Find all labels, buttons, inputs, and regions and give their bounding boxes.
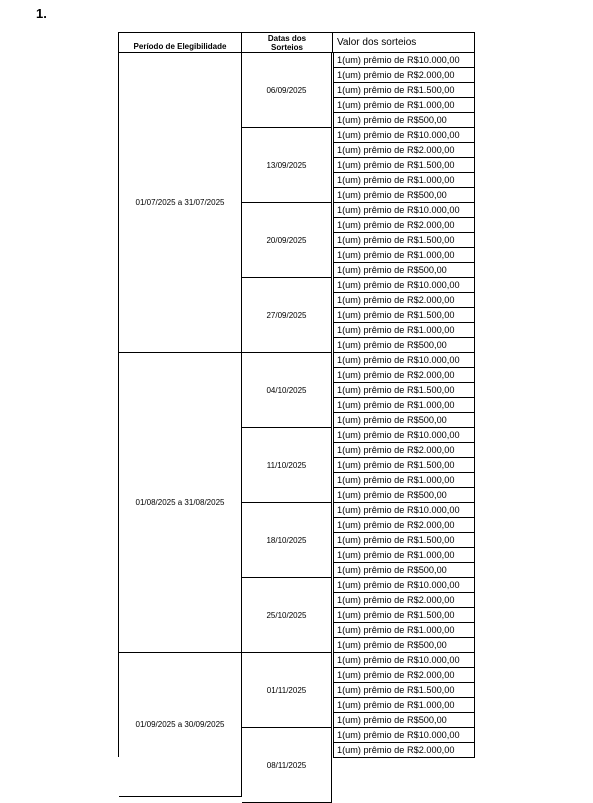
prize-value: 1(um) prêmio de R$1.500,00: [333, 533, 475, 548]
prize-value: 1(um) prêmio de R$10.000,00: [333, 278, 475, 293]
prize-value: 1(um) prêmio de R$1.000,00: [333, 473, 475, 488]
draw-date: 20/09/2025: [242, 203, 332, 278]
prize-value: 1(um) prêmio de R$500,00: [333, 638, 475, 653]
prize-value: 1(um) prêmio de R$1.000,00: [333, 398, 475, 413]
eligibility-period: 01/07/2025 a 31/07/2025: [119, 53, 242, 353]
prize-value: 1(um) prêmio de R$2.000,00: [333, 218, 475, 233]
prize-value: 1(um) prêmio de R$10.000,00: [333, 203, 475, 218]
header-dates: [242, 33, 333, 53]
prize-value: 1(um) prêmio de R$10.000,00: [333, 503, 475, 518]
prize-value: 1(um) prêmio de R$2.000,00: [333, 368, 475, 383]
eligibility-period: 01/09/2025 a 30/09/2025: [119, 653, 242, 797]
prize-value: 1(um) prêmio de R$1.500,00: [333, 233, 475, 248]
prize-value: 1(um) prêmio de R$1.000,00: [333, 698, 475, 713]
prize-value: 1(um) prêmio de R$500,00: [333, 563, 475, 578]
prize-value: 1(um) prêmio de R$2.000,00: [333, 518, 475, 533]
prize-value: 1(um) prêmio de R$10.000,00: [333, 353, 475, 368]
prize-value: 1(um) prêmio de R$2.000,00: [333, 593, 475, 608]
prize-value: 1(um) prêmio de R$10.000,00: [333, 53, 475, 68]
draw-date: 11/10/2025: [242, 428, 332, 503]
prize-value: 1(um) prêmio de R$1.500,00: [333, 158, 475, 173]
prize-value: 1(um) prêmio de R$10.000,00: [333, 728, 475, 743]
draw-date: 13/09/2025: [242, 128, 332, 203]
prize-value: 1(um) prêmio de R$1.500,00: [333, 83, 475, 98]
prize-value: 1(um) prêmio de R$10.000,00: [333, 653, 475, 668]
eligibility-period: 01/08/2025 a 31/08/2025: [119, 353, 242, 653]
draw-date: 25/10/2025: [242, 578, 332, 653]
prize-value: 1(um) prêmio de R$500,00: [333, 188, 475, 203]
prize-value: 1(um) prêmio de R$1.500,00: [333, 458, 475, 473]
prize-value: 1(um) prêmio de R$1.000,00: [333, 323, 475, 338]
prize-value: 1(um) prêmio de R$1.500,00: [333, 308, 475, 323]
prize-value: 1(um) prêmio de R$2.000,00: [333, 68, 475, 83]
prize-value: 1(um) prêmio de R$1.500,00: [333, 608, 475, 623]
prize-value: 1(um) prêmio de R$10.000,00: [333, 578, 475, 593]
prize-value: 1(um) prêmio de R$1.500,00: [333, 383, 475, 398]
header-dates-line2: Sorteios: [270, 42, 303, 52]
prize-value: 1(um) prêmio de R$2.000,00: [333, 668, 475, 683]
prize-table: [118, 32, 475, 770]
prize-value: 1(um) prêmio de R$10.000,00: [333, 128, 475, 143]
draw-date: 27/09/2025: [242, 278, 332, 353]
header-period: Período de Elegibilidade: [119, 33, 242, 53]
prize-value: 1(um) prêmio de R$500,00: [333, 113, 475, 128]
prize-value: 1(um) prêmio de R$1.500,00: [333, 683, 475, 698]
prize-value: 1(um) prêmio de R$2.000,00: [333, 143, 475, 158]
header-dates-text: [268, 34, 306, 52]
prize-value: 1(um) prêmio de R$1.000,00: [333, 98, 475, 113]
header-values: Valor dos sorteios: [333, 33, 475, 53]
draw-date: 18/10/2025: [242, 503, 332, 578]
prize-value: 1(um) prêmio de R$2.000,00: [333, 443, 475, 458]
prize-value: 1(um) prêmio de R$1.000,00: [333, 248, 475, 263]
draw-date: 08/11/2025: [242, 728, 332, 803]
prize-value: 1(um) prêmio de R$1.000,00: [333, 548, 475, 563]
draw-date: 06/09/2025: [242, 53, 332, 128]
prize-value: 1(um) prêmio de R$2.000,00: [333, 743, 475, 758]
prize-value: 1(um) prêmio de R$500,00: [333, 263, 475, 278]
prize-value: 1(um) prêmio de R$500,00: [333, 713, 475, 728]
draw-date: 01/11/2025: [242, 653, 332, 728]
prize-value: 1(um) prêmio de R$1.000,00: [333, 623, 475, 638]
prize-value: 1(um) prêmio de R$500,00: [333, 413, 475, 428]
prize-value: 1(um) prêmio de R$1.000,00: [333, 173, 475, 188]
prize-value: 1(um) prêmio de R$2.000,00: [333, 293, 475, 308]
prize-value: 1(um) prêmio de R$500,00: [333, 338, 475, 353]
draw-date: 04/10/2025: [242, 353, 332, 428]
section-number: 1.: [36, 6, 47, 21]
header-dates-line1: Datas dos: [267, 33, 307, 43]
prize-value: 1(um) prêmio de R$500,00: [333, 488, 475, 503]
prize-value: 1(um) prêmio de R$10.000,00: [333, 428, 475, 443]
